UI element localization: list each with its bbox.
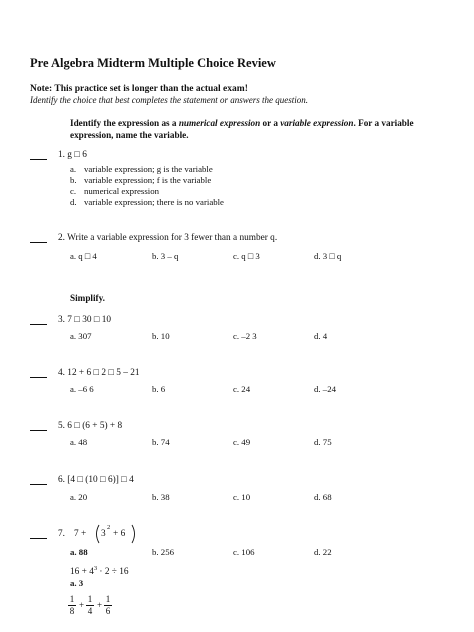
q9-fraction-3 [104, 594, 112, 617]
q9-fraction-2-num: 1 [87, 594, 93, 604]
note-text: Note: This practice set is longer than the actual exam! [30, 84, 248, 94]
q9-plus-1: + [79, 600, 85, 610]
q1-option-c[interactable] [70, 186, 159, 196]
q1-option-d-text: variable expression; there is no variable [84, 197, 224, 207]
question-6-stem: 6. [4 □ (10 □ 6)] □ 4 [58, 475, 134, 485]
q8-expr-pre: 16 + 4 [70, 567, 94, 578]
instr-part5: . For a variable expression, name the variable. [70, 118, 414, 140]
q5-option-b[interactable]: b. 74 [152, 437, 170, 447]
q7-option-d[interactable]: d. 22 [314, 547, 332, 557]
answer-blank-6[interactable] [30, 484, 47, 485]
q5-option-c[interactable]: c. 49 [233, 437, 251, 447]
right-paren-icon [130, 524, 138, 544]
q7-inner-base: 3 [101, 529, 106, 539]
q6-option-c[interactable]: c. 10 [233, 492, 251, 502]
instr-part4: variable expression [280, 118, 354, 128]
q2-option-d[interactable]: d. 3 □ q [314, 251, 342, 261]
q5-option-d[interactable]: d. 75 [314, 437, 332, 447]
instr-part3: or a [260, 118, 281, 128]
q9-fraction-1 [68, 594, 76, 617]
q1-option-a-text: variable expression; g is the variable [84, 164, 213, 174]
q8-expression [70, 565, 129, 577]
page-title: Pre Algebra Midterm Multiple Choice Review [30, 56, 276, 70]
q4-option-b[interactable]: b. 6 [152, 384, 166, 394]
q7-inner-rest: + 6 [113, 529, 126, 539]
answer-blank-5[interactable] [30, 430, 47, 431]
q8-expr-post: · 2 ÷ 16 [97, 567, 129, 578]
question-3-stem: 3. 7 □ 30 □ 10 [58, 315, 112, 325]
q4-option-d[interactable]: d. –24 [314, 384, 336, 394]
question-7-number: 7. [58, 529, 65, 539]
question-5-stem: 5. 6 □ (6 + 5) + 8 [58, 421, 123, 431]
q1-option-d-letter: d. [70, 197, 77, 207]
q8-expr-exponent: 3 [93, 565, 98, 572]
q9-fraction-3-num: 1 [105, 594, 111, 604]
q3-option-c[interactable]: c. –2 3 [233, 331, 257, 341]
q8-option-a[interactable]: a. 3 [70, 578, 84, 588]
section-instructions [70, 117, 450, 141]
q2-option-b[interactable]: b. 3 – q [152, 251, 179, 261]
q1-option-d[interactable] [70, 197, 224, 207]
q5-option-a[interactable]: a. 48 [70, 437, 88, 447]
q1-option-a[interactable] [70, 164, 213, 174]
q4-option-c[interactable]: c. 24 [233, 384, 251, 394]
q9-fraction-2 [86, 594, 94, 617]
q7-inner-exponent: 2 [107, 524, 111, 531]
q9-fraction-3-den: 6 [105, 606, 111, 616]
q1-option-b-letter: b. [70, 175, 77, 185]
q3-option-b[interactable]: b. 10 [152, 331, 170, 341]
left-paren-icon [93, 524, 101, 544]
question-2-stem: 2. Write a variable expression for 3 fewer than a number q. [58, 233, 278, 243]
question-4-stem: 4. 12 + 6 □ 2 □ 5 – 21 [58, 368, 140, 378]
answer-blank-4[interactable] [30, 377, 47, 378]
q9-fraction-1-den: 8 [69, 606, 75, 616]
q1-option-c-text: numerical expression [84, 186, 159, 196]
q3-option-d[interactable]: d. 4 [314, 331, 328, 341]
instr-part2: numerical expression [178, 118, 261, 128]
question-7-lead: 7 + [74, 529, 87, 539]
q4-option-a[interactable]: a. –6 6 [70, 384, 94, 394]
q1-option-c-letter: c. [70, 186, 77, 196]
q7-option-b[interactable]: b. 256 [152, 547, 174, 557]
identify-instruction: Identify the choice that best completes the statement or answers the question. [30, 95, 308, 105]
q2-option-a[interactable]: a. q □ 4 [70, 251, 97, 261]
q1-option-a-letter: a. [70, 164, 77, 174]
q1-option-b[interactable] [70, 175, 211, 185]
q6-option-a[interactable]: a. 20 [70, 492, 88, 502]
q9-fraction-1-num: 1 [69, 594, 75, 604]
question-1-stem: 1. g □ 6 [58, 150, 87, 160]
answer-blank-1[interactable] [30, 159, 47, 160]
q7-option-a[interactable]: a. 88 [70, 547, 88, 557]
simplify-heading: Simplify. [70, 293, 105, 303]
q6-option-b[interactable]: b. 38 [152, 492, 170, 502]
answer-blank-3[interactable] [30, 324, 47, 325]
q7-option-c[interactable]: c. 106 [233, 547, 255, 557]
q6-option-d[interactable]: d. 68 [314, 492, 332, 502]
q1-option-b-text: variable expression; f is the variable [84, 175, 212, 185]
instr-part1: Identify the expression as a [70, 118, 179, 128]
q2-option-c[interactable]: c. q □ 3 [233, 251, 260, 261]
q3-option-a[interactable]: a. 307 [70, 331, 92, 341]
answer-blank-2[interactable] [30, 242, 47, 243]
q9-fraction-2-den: 4 [87, 606, 93, 616]
answer-blank-7[interactable] [30, 538, 47, 539]
q9-plus-2: + [97, 600, 103, 610]
